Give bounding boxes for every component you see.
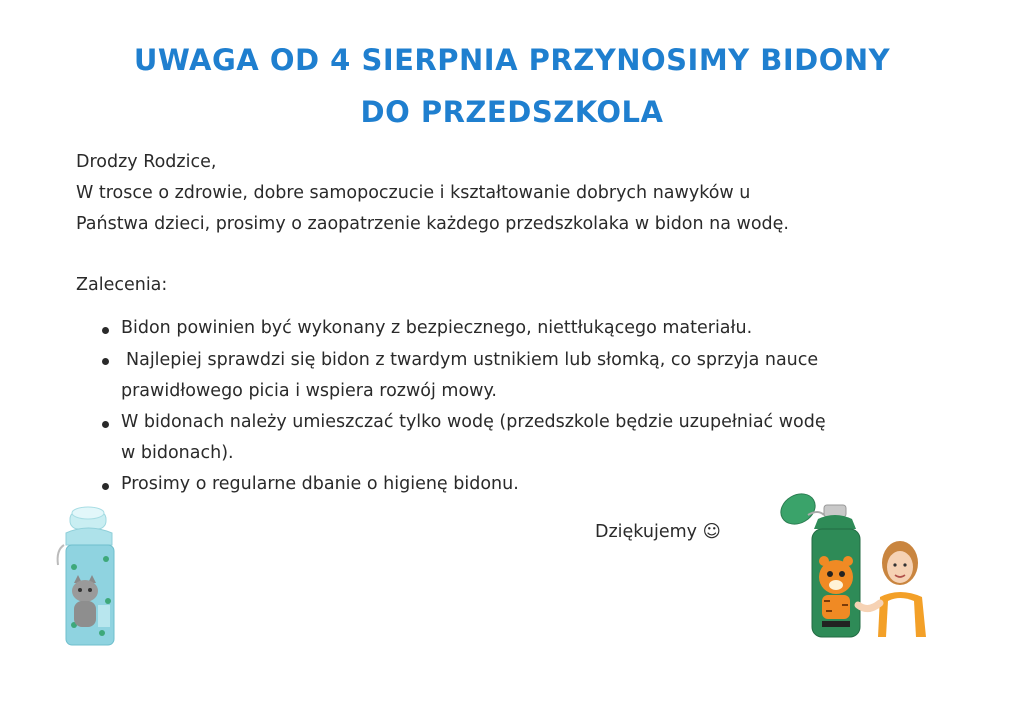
bullet-dot bbox=[102, 358, 109, 365]
recommendation-4-line-1: Prosimy o regularne dbanie o higienę bidonu. bbox=[121, 474, 519, 494]
page-title-line-1: UWAGA OD 4 SIERPNIA PRZYNOSIMY BIDONY bbox=[133, 43, 891, 77]
bullet-dot bbox=[102, 483, 109, 490]
recommendation-3-line-2: w bidonach). bbox=[121, 443, 234, 463]
intro-line-1: W trosce o zdrowie, dobre samopoczucie i kształtowanie dobrych nawyków u bbox=[76, 183, 751, 203]
page-title-line-2: DO PRZEDSZKOLA bbox=[360, 95, 664, 129]
recommendations-heading: Zalecenia: bbox=[76, 275, 168, 295]
recommendation-3-line-1: W bidonach należy umieszczać tylko wodę (przedszkole będzie uzupełniać wodę bbox=[121, 412, 826, 432]
child-with-tiger-bottle-icon bbox=[772, 485, 937, 640]
bullet-dot bbox=[102, 327, 109, 334]
cat-water-bottle-icon bbox=[50, 505, 130, 650]
bullet-dot bbox=[102, 421, 109, 428]
recommendation-1-line-1: Bidon powinien być wykonany z bezpiecznego, niettłukącego materiału. bbox=[121, 318, 753, 338]
recommendation-2-line-2: prawidłowego picia i wspiera rozwój mowy. bbox=[121, 381, 497, 401]
greeting: Drodzy Rodzice, bbox=[76, 152, 217, 172]
closing-thanks: Dziękujemy ☺ bbox=[595, 522, 721, 542]
recommendation-2-line-1: Najlepiej sprawdzi się bidon z twardym ustnikiem lub słomką, co sprzyja nauce bbox=[126, 350, 819, 370]
intro-line-2: Państwa dzieci, prosimy o zaopatrzenie każdego przedszkolaka w bidon na wodę. bbox=[76, 214, 789, 234]
